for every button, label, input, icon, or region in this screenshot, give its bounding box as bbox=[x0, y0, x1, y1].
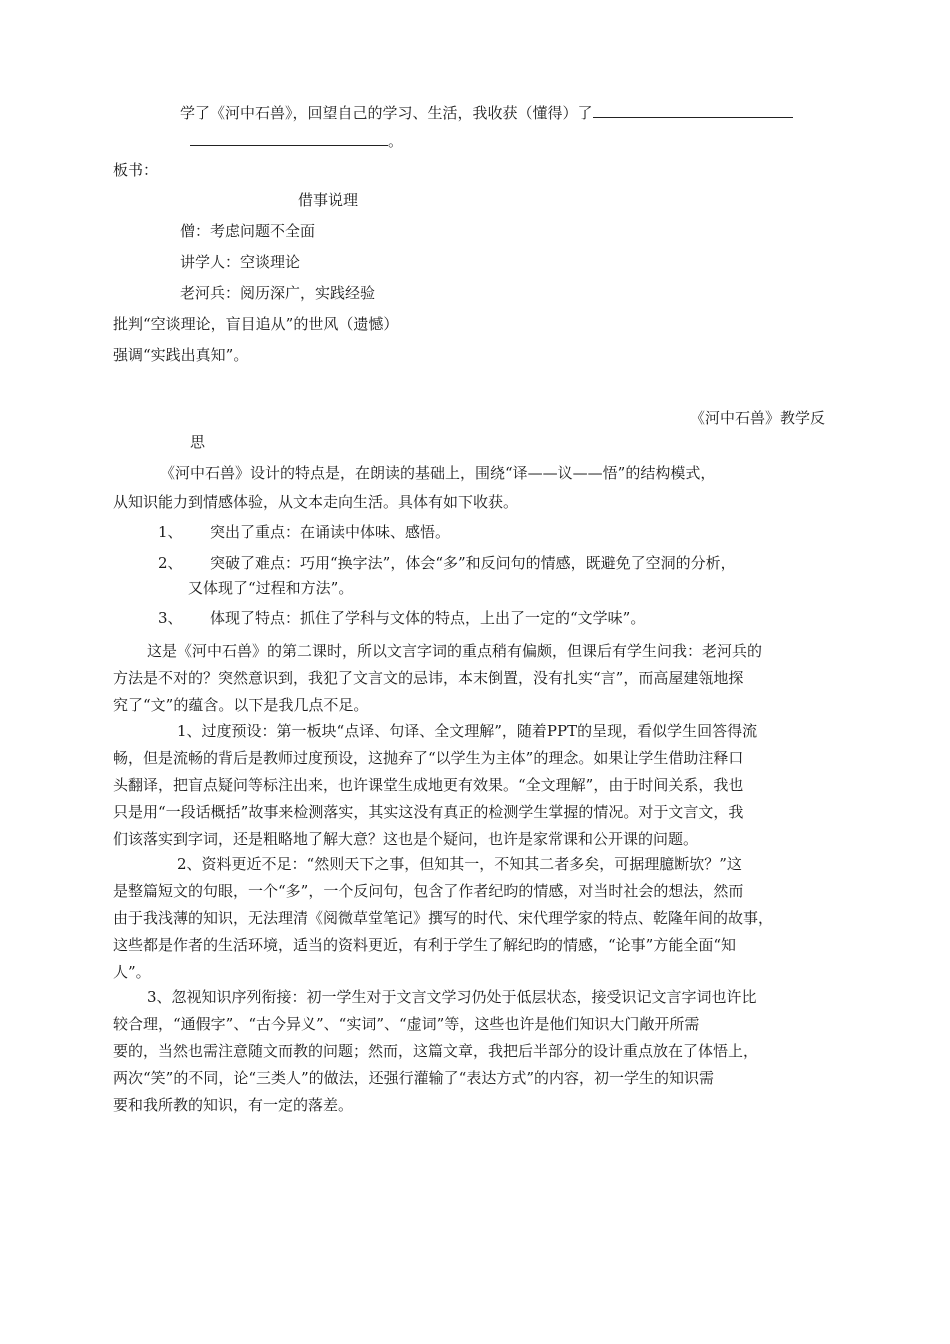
board-emphasis: 强调“实践出真知”。 bbox=[113, 346, 249, 364]
board-center-title: 借事说理 bbox=[298, 191, 359, 209]
board-critique: 批判“空谈理论，盲目追从”的世风（遗憾） bbox=[113, 315, 399, 333]
paragraph-line: 2、资料更近不足：“然则天下之事，但知其一，不知其二者多矣，可据理臆断欤？”这 bbox=[177, 855, 742, 873]
board-item-old-soldier: 老河兵：阅历深广，实践经验 bbox=[180, 284, 376, 302]
paragraph-line: 由于我浅薄的知识，无法理清《阅微草堂笔记》撰写的时代、宋代理学家的特点、乾隆年间的故事， bbox=[113, 909, 774, 927]
reflection-prompt bbox=[180, 103, 793, 123]
intro-line: 从知识能力到情感体验，从文本走向生活。具体有如下收获。 bbox=[113, 493, 519, 511]
reflection-title-line1: 《河中石兽》教学反 bbox=[690, 409, 826, 427]
paragraph-line: 人”。 bbox=[113, 963, 151, 981]
gain-text: 又体现了“过程和方法”。 bbox=[188, 579, 354, 597]
board-item-monk: 僧：考虑问题不全面 bbox=[180, 222, 316, 240]
board-heading: 板书： bbox=[113, 161, 159, 179]
paragraph-line: 较合理，“通假字”、“古今异义”、“实词”、“虚词”等，这些也许是他们知识大门敞开所需 bbox=[113, 1015, 700, 1033]
point-1-paragraph bbox=[113, 718, 757, 853]
paragraph-line: 这是《河中石兽》的第二课时，所以文言字词的重点稍有偏颇，但课后有学生问我：老河兵的 bbox=[147, 642, 763, 660]
paragraph-line: 畅，但是流畅的背后是教师过度预设，这抛弃了“以学生为主体”的理念。如果让学生借助注释口 bbox=[113, 749, 744, 767]
paragraph-line: 方法是不对的？突然意识到，我犯了文言文的忌讳，本末倒置，没有扎实“言”，而高屋建瓴地探 bbox=[113, 669, 744, 687]
answer-blank-1[interactable] bbox=[593, 103, 793, 118]
reflection-title-line2: 思 bbox=[190, 433, 206, 451]
prompt-text: 学了《河中石兽》，回望自己的学习、生活，我收获（懂得）了 bbox=[180, 104, 593, 122]
paragraph-line: 这些都是作者的生活环境，适当的资料更近，有利于学生了解纪昀的情感，“论事”方能全面“知 bbox=[113, 936, 737, 954]
prompt-end: 。 bbox=[388, 132, 404, 150]
paragraph-line: 只是用“一段话概括”故事来检测落实，其实这没有真正的检测学生掌握的情况。对于文言文，我 bbox=[113, 803, 744, 821]
shortfall-paragraph bbox=[113, 638, 762, 719]
paragraph-line: 两次“笑”的不同，论“三类人”的做法，还强行灌输了“表达方式”的内容，初一学生的知识需 bbox=[113, 1069, 715, 1087]
intro-line: 《河中石兽》设计的特点是，在朗读的基础上，围绕“译——议——悟”的结构模式， bbox=[160, 464, 716, 482]
gain-number: 3、 bbox=[158, 609, 183, 627]
reflection-prompt-continued bbox=[190, 131, 403, 151]
answer-blank-2[interactable] bbox=[190, 131, 388, 146]
paragraph-line: 要和我所教的知识，有一定的落差。 bbox=[113, 1096, 354, 1114]
board-item-lecturer: 讲学人：空谈理论 bbox=[180, 253, 301, 271]
paragraph-line: 究了“文”的蕴含。以下是我几点不足。 bbox=[113, 696, 369, 714]
paragraph-line: 要的，当然也需注意随文而教的问题；然而，这篇文章，我把后半部分的设计重点放在了体悟上， bbox=[113, 1042, 759, 1060]
gain-text: 突出了重点：在诵读中体味、感悟。 bbox=[210, 523, 451, 541]
paragraph-line: 头翻译，把盲点疑问等标注出来，也许课堂生成地更有效果。“全文理解”，由于时间关系，我也 bbox=[113, 776, 744, 794]
paragraph-line: 是整篇短文的句眼，一个“多”，一个反问句，包含了作者纪昀的情感，对当时社会的想法，然而 bbox=[113, 882, 744, 900]
paragraph-line: 3、忽视知识序列衔接：初一学生对于文言文学习仍处于低层状态，接受识记文言字词也许比 bbox=[147, 988, 757, 1006]
gain-text: 突破了难点：巧用“换字法”，体会“多”和反问句的情感，既避免了空洞的分析， bbox=[210, 554, 736, 572]
gain-number: 2、 bbox=[158, 554, 183, 572]
point-2-paragraph bbox=[113, 851, 773, 986]
gain-number: 1、 bbox=[158, 523, 183, 541]
gain-text: 体现了特点：抓住了学科与文体的特点，上出了一定的“文学味”。 bbox=[210, 609, 646, 627]
paragraph-line: 们该落实到字词，还是粗略地了解大意？这也是个疑问，也许是家常课和公开课的问题。 bbox=[113, 830, 699, 848]
paragraph-line: 1、过度预设：第一板块“点译、句译、全文理解”，随着PPT的呈现，看似学生回答得流 bbox=[177, 722, 758, 740]
point-3-paragraph bbox=[113, 984, 758, 1119]
